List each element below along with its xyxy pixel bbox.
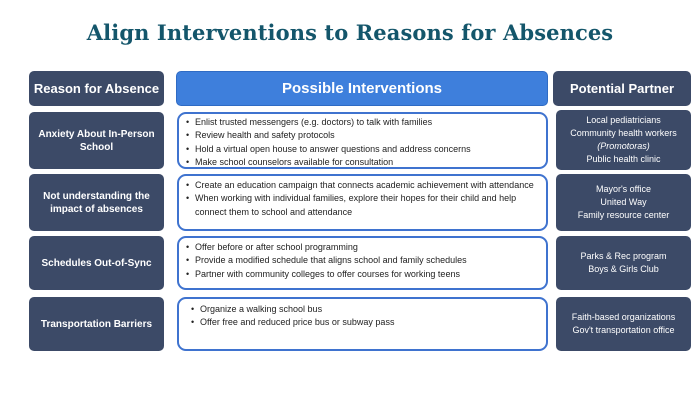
- intervention-item: • Review health and safety protocols: [186, 129, 538, 142]
- partner-cell-transportation: [556, 297, 691, 351]
- interventions-list: [186, 116, 538, 170]
- partner-item: (Promotoras): [597, 141, 650, 151]
- intervention-item: • When working with individual families, explore their hopes for their child and help connect them to school and attendance: [186, 192, 538, 219]
- interventions-list: [191, 303, 538, 330]
- reason-cell-transportation: Transportation Barriers: [29, 297, 164, 351]
- partner-item: Community health workers: [570, 127, 677, 138]
- header-interventions: Possible Interventions: [176, 71, 548, 106]
- header-reason: Reason for Absence: [29, 71, 164, 106]
- intervention-item: • Make school counselors available for consultation: [186, 156, 538, 169]
- partner-item: United Way: [600, 196, 647, 207]
- intervention-item: • Offer free and reduced price bus or subway pass: [191, 316, 538, 329]
- partner-item: Family resource center: [577, 210, 670, 221]
- intervention-item: • Create an education campaign that connects academic achievement with attendance: [186, 179, 538, 192]
- reason-cell-anxiety: Anxiety About In-Person School: [29, 112, 164, 169]
- partner-cell-schedules: [556, 236, 691, 290]
- intervention-item: • Offer before or after school programming: [186, 241, 538, 254]
- partner-item: Mayor's office: [595, 183, 652, 194]
- intervention-item: • Provide a modified schedule that aligns school and family schedules: [186, 254, 538, 267]
- intervention-item: • Hold a virtual open house to answer questions and address concerns: [186, 143, 538, 156]
- reason-cell-schedules: Schedules Out-of-Sync: [29, 236, 164, 290]
- partner-cell-impact: [556, 174, 691, 231]
- page-title: Align Interventions to Reasons for Absences: [86, 20, 614, 45]
- intervention-item: • Partner with community colleges to offer courses for working teens: [186, 268, 538, 281]
- interventions-cell-transportation: [177, 297, 548, 351]
- header-partner: Potential Partner: [553, 71, 691, 106]
- intervention-item: • Organize a walking school bus: [191, 303, 538, 316]
- interventions-list: [186, 241, 538, 281]
- partner-item: Local pediatricians: [586, 114, 661, 125]
- partner-cell-anxiety: [556, 110, 691, 170]
- partner-item: Faith-based organizations: [571, 311, 676, 322]
- partner-item: Gov't transportation office: [572, 325, 675, 335]
- partner-item: Boys & Girls Club: [588, 264, 659, 274]
- reason-cell-impact: Not understanding the impact of absences: [29, 174, 164, 231]
- partner-item: Parks & Rec program: [580, 250, 667, 261]
- interventions-list: [186, 179, 538, 219]
- intervention-item: • Enlist trusted messengers (e.g. doctors) to talk with families: [186, 116, 538, 129]
- interventions-cell-impact: [177, 174, 548, 231]
- interventions-cell-anxiety: [177, 112, 548, 169]
- interventions-cell-schedules: [177, 236, 548, 290]
- partner-item: Public health clinic: [586, 154, 661, 165]
